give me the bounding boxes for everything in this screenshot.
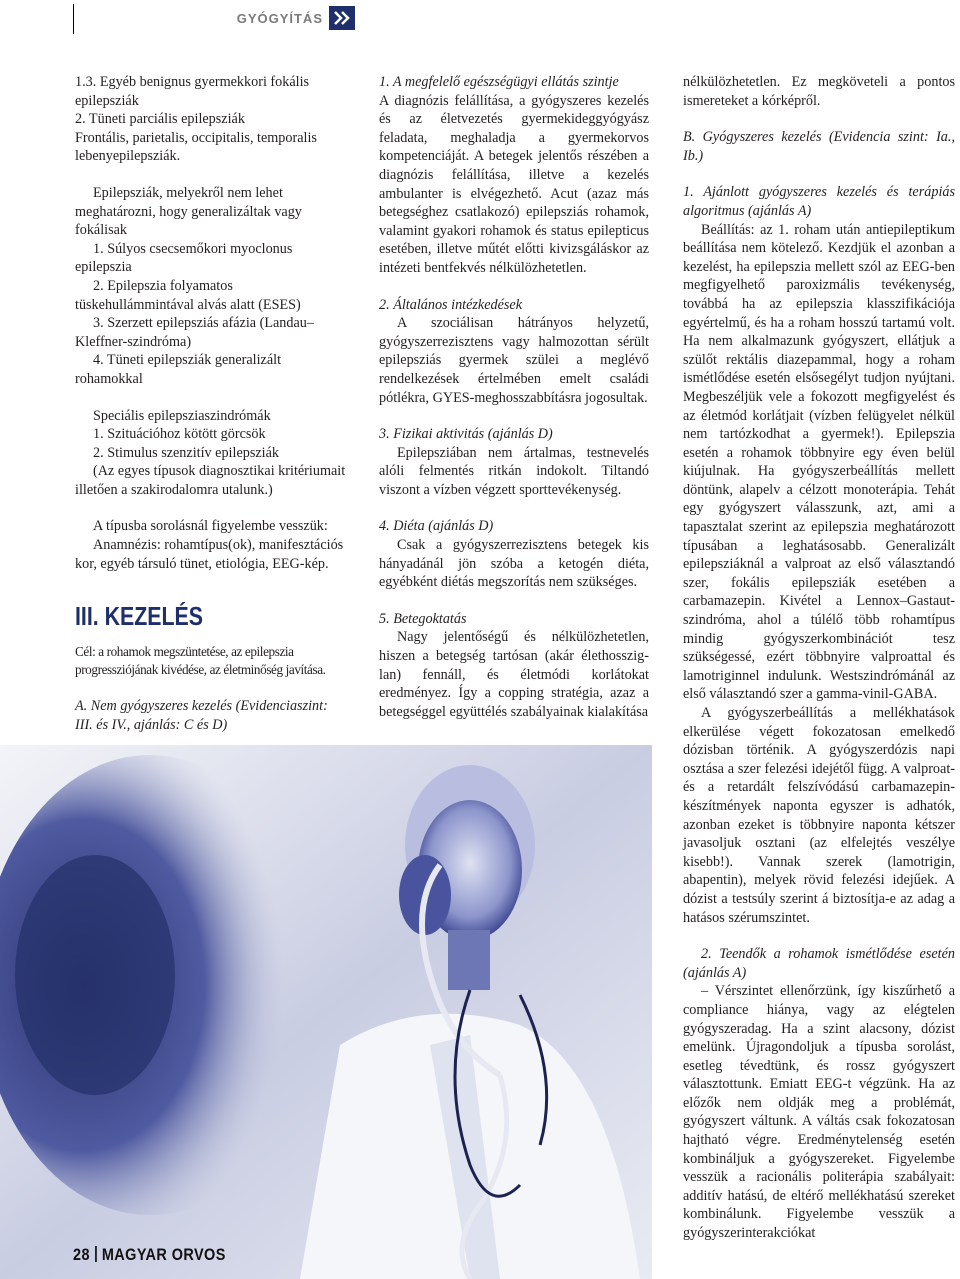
subsection-heading: A. Nem gyógyszeres kezelés (Evidenciaszint: III. és IV., ajánlás: C és D): [75, 698, 328, 733]
list-item: 1. Szituációhoz kötött görcsök: [93, 426, 266, 443]
list-item: 1.3. Egyéb benignus gyermekkori fokális epilepsziák: [75, 74, 310, 109]
section-tag: GYÓGYÍTÁS: [236, 10, 323, 26]
list-item: Frontális, parietalis, occipitalis, temporalis lebenyepilepsziák.: [75, 129, 317, 165]
column-1: [75, 73, 347, 734]
doctor-photo: [0, 745, 652, 1279]
paragraph: Anamnézis: rohamtípus(ok), manifesztációs kor, egyéb társuló tünet, etiológia, EEG-kép.: [75, 537, 344, 572]
paragraph: Beállítás: az 1. roham után antiepileptikum beállítása nem kötelező. Kezdjük el azonban a kezelést, ha epilepszia mellett szól az EEG-ben megfigyelhető paroxizmális tevékenység, továbbá ha az epilepszia klasszifikációja egyértelmű, és ha a roham hosszú tartamú volt. Ha nem alkalmazunk gyógyszert, ellátjuk a szülőt rektális diazepammal, hogy a roham ismétlődése esetén elsősegélyt tudjon nyújtani. Megbeszéljük vele a fokozott megfigyelést és az életmód korlátjait (vízben felügyelet nélkül nem tartózkodhat a gyermek!). Epilepszia esetén a rohamok többnyire egy éven belül kiújulnak. Ha gyógyszerbeállítás mellett döntünk, alapelv a célzott monoterápia. Tehát egy gyógyszert válasszunk, azt, ami a tapasztalat szerint az epilepszia meghatározott típusában a leghatásosabb. Generalizált epilepsziáknál a valproat az első választandó szer, fokális epilepsziák esetében a carbamazepin. Kivétel a Lennox–Gastaut-szindróma, ahol a túlélő több rohamtípus mindig gyógyszerkombinációt tesz szükségessé, ezért többnyire valproattal és lamotriginnel indulunk. Westszindrómánál az első választandó szer a gamma-vinil-GABA.: [683, 221, 955, 703]
paragraph: (Az egyes típusok diagnosztikai kritériumait illetően a szakirodalomra utalunk.): [75, 463, 346, 498]
subheading: Speciális epilepsziaszindrómák: [93, 407, 271, 424]
list-item: 1. Súlyos csecsemőkori myoclonus epilepszia: [75, 240, 293, 276]
paragraph: A szociálisan hátrányos helyzetű, gyógyszerrezisztens vagy halmozottan sérült epilepsziás gyermek szülei a meglévő rendelkezések értelmében emelt családi pótlékra, GYES-meghosszabbításra jogosultak.: [379, 315, 649, 406]
column-3: [683, 73, 955, 1243]
subsection-heading: 1. A megfelelő egészségügyi ellátás szintje: [379, 74, 619, 90]
subsection-heading: 4. Diéta (ajánlás D): [379, 518, 494, 535]
footer-divider: [95, 1246, 97, 1262]
paragraph: A gyógyszerbeállítás a mellékhatások elkerülése végett fokozatosan emelkedő dózisban történik. A gyógyszerdózis napi osztása a szer felezési idejétől függ. A valproat- és a retardált felszívódású carbamazepin-készítmények naponta egyszer is adhatók, azonban ezeket is többnyire naponta kétszer javasoljuk osztani (az elfelejtés veszélye kisebb!). Vannak szerek (lamotrigin, abapentin), melyek rövid felezési idejűek. A dózist a testsúly szerint á biztosítja-e az adag a hatásos szérumszintet.: [683, 705, 955, 926]
paragraph: – Vérszintet ellenőrzünk, így kiszűrhető a compliance hiánya, vagy az elégtelen gyógyszeradag. Ha a szint alacsony, dózist emelünk. Újragondoljuk a típusba sorolást, esetleg tévedtünk, és rossz gyógyszert választottunk. Emiatt EEG-t végzünk. Ha az előzők nem oldják meg a problémát, gyógyszert váltunk. A váltás csak fokozatosan hajtható végre. Eredménytelenség esetén kombináljuk a gyógyszereket. Figyelembe vesszük a racionális politerápia szabályait: additív hatású, de eltérő mellékhatású szereket kombinálunk. Figyelembe vesszük a gyógyszerinterakciókat: [683, 983, 955, 1242]
header-rule-vertical: [73, 4, 74, 34]
double-chevron-right-icon: [329, 6, 355, 30]
subsection-heading: 3. Fizikai aktivitás (ajánlás D): [379, 426, 553, 443]
subsection-heading: 1. Ajánlott gyógyszeres kezelés és terápiás algoritmus (ajánlás A): [683, 184, 955, 219]
section-heading: III. KEZELÉS: [75, 601, 203, 632]
subsection-heading: 2. Általános intézkedések: [379, 296, 523, 313]
page-footer: [73, 1245, 226, 1265]
list-item: 2. Tüneti parciális epilepsziák: [75, 111, 245, 128]
list-item: 4. Tüneti epilepsziák generalizált rohamokkal: [75, 352, 282, 387]
list-item: 2. Stimulus szenzitív epilepsziák: [93, 444, 279, 461]
goal-text: Cél: a rohamok megszüntetése, az epilepszia progressziójának kivédése, az életminőség javítása.: [75, 644, 326, 678]
paragraph: A típusba sorolásnál figyelembe vesszük:: [93, 518, 328, 535]
magazine-name: MAGYAR ORVOS: [101, 1245, 226, 1264]
paragraph: Csak a gyógyszerrezisztens betegek kis hányadánál jön szóba a ketogén diéta, egyébként diétás megszorítás nem szükséges.: [379, 537, 649, 591]
paragraph: Nagy jelentőségű és nélkülözhetetlen, hiszen a betegség tartósan (akár élethosszig-lan) fennáll, és életmódi korlátokat eredményez. Így a copping stratégia, azaz a betegséggel együttélés szabályainak kialakítása: [379, 629, 649, 720]
paragraph: Epilepsziák, melyekről nem lehet meghatározni, hogy generalizáltak vagy fokálisak: [75, 184, 302, 239]
subsection-heading: 2. Teendők a rohamok ismétlődése esetén (ajánlás A): [683, 946, 955, 981]
paragraph: A diagnózis felállítása, a gyógyszeres kezelés és az életvezetés gyermekideggyógyász feladata, meghaladja a gyermekorvos kompetenciáját. A betegek jelentős részében a diagnózis felállítása, illetve a kezelés ambulanter is elvégezhető. Acut (azaz más betegséghez csatlakozó) epilepsziás rohamok, valamint gyakori rohamok és status epilepticus esetében, illetve műtét előtti kivizsgáláskor az intézeti bentfekvés nélkülözhetetlen.: [379, 92, 649, 276]
page-number: 28: [73, 1245, 90, 1264]
column-2: [379, 73, 649, 721]
subsection-heading: 5. Betegoktatás: [379, 610, 467, 627]
list-item: 2. Epilepszia folyamatos tüskehullámmintával alvás alatt (ESES): [75, 277, 301, 313]
section-header: [237, 4, 355, 32]
paragraph: nélkülözhetetlen. Ez megköveteli a pontos ismereteket a kórképről.: [683, 74, 955, 109]
list-item: 3. Szerzett epilepsziás afázia (Landau–Kleffner-szindróma): [75, 315, 314, 350]
paragraph: Epilepsziában nem ártalmas, testnevelés alóli felmentés ritkán indokolt. Tiltandó viszont a vízben végzett sporttevékenység.: [379, 444, 649, 498]
subsection-heading: B. Gyógyszeres kezelés (Evidencia szint: Ia., Ib.): [683, 129, 955, 164]
